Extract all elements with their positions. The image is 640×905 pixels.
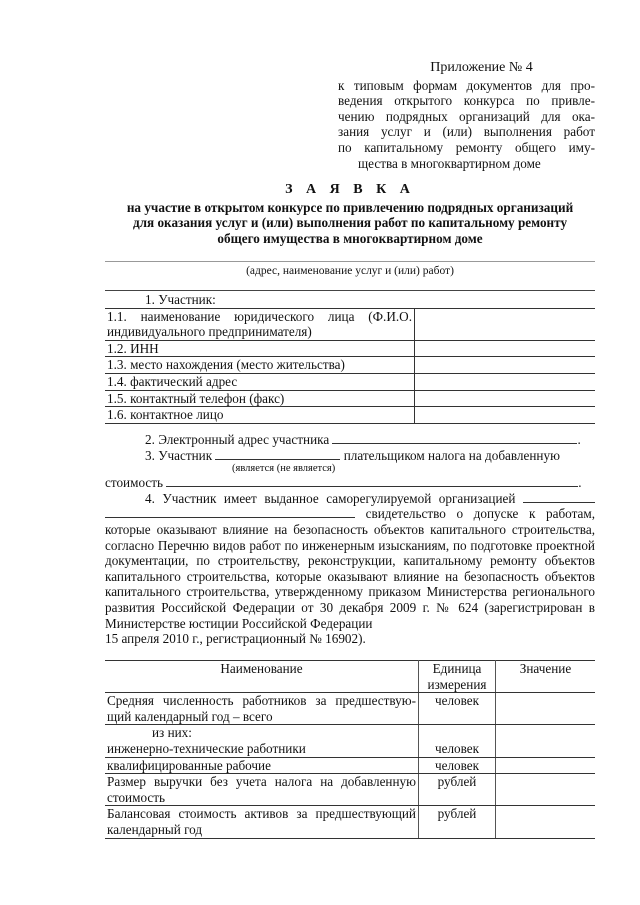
sro-text-3: которые оказывают влияние на безопасность объектов капитального строительства, согласно Перечню видов работ по инженерным изысканиям, по подготовке проектной документации, по строительству, реконструкции, капитальному ремонту объектов капитального строительства, которые оказывают влияние на безопасность объектов капитального строительства, утвержденному приказом Министерства регионального развития Российской Федерации от 30 декабря 2009 г. № 624 (зарегистрирован в Министерстве юстиции Российской Федерации: [105, 521, 595, 631]
body-paragraphs: 2. Электронный адрес участника . 3. Участник плательщиком налога на добавленную (является (не является) стоимость . 4. Участник имеет выданное саморегулируемой организацией свидетельство о допуске к работам, которые оказывают влияние на безопасность объектов капитального строительства, согласно Перечню видов работ по инженерным изысканиям, по подготовке проектной документации, по строительству, реконструкции, капитальному ремонту объектов капитального строительства, которые оказывают влияние на безопасность объектов капитального строительства, утвержденному приказом Министерства регионального развития Российской Федерации от 30 декабря 2009 г. № 624 (зарегистрирован в Министерстве юстиции Российской Федерации 15 апреля 2010 г., регистрационный № 16902).: [105, 432, 596, 647]
value-cell[interactable]: [415, 390, 596, 407]
document-heading: [105, 182, 595, 246]
value-cell[interactable]: [415, 340, 596, 357]
table-row: [105, 725, 595, 757]
address-caption: (адрес, наименование услуг и (или) работ): [246, 265, 454, 277]
appendix-line: ведения открытого конкурса по привле-: [338, 93, 595, 109]
sro-text-4: 15 апреля 2010 г., регистрационный № 16902).: [105, 631, 366, 647]
subtitle-line: для оказания услуг и (или) выполнения работ по капитальному ремонту: [132, 215, 568, 231]
value-cell[interactable]: [415, 308, 596, 340]
value-cell[interactable]: [496, 806, 596, 838]
row-label: 1.4. фактический адрес: [105, 373, 415, 390]
value-cell[interactable]: [415, 357, 596, 374]
email-blank[interactable]: [332, 432, 577, 444]
vat-caption: (является (не является): [232, 463, 336, 475]
value-cell[interactable]: [496, 725, 596, 757]
subtitle-line: на участие в открытом конкурсе по привлечению подрядных организаций: [126, 199, 574, 215]
table-row: [105, 407, 595, 424]
table-row: [105, 308, 595, 340]
appendix-line: зания услуг и (или) выполнения работ: [338, 124, 595, 140]
table-row: [105, 806, 595, 838]
appendix-line: по капитальному ремонту общего иму-: [338, 139, 595, 155]
row-label: 1.2. ИНН: [105, 340, 415, 357]
column-header: Наименование: [105, 661, 419, 693]
table-row: [105, 390, 595, 407]
table-header-row: [105, 661, 595, 693]
appendix-block: [338, 60, 595, 171]
row-label: инженерно-технические работники: [107, 740, 306, 756]
sro-text-2: свидетельство о допуске к работам,: [365, 506, 596, 522]
column-header: Значение: [496, 661, 596, 693]
vat-label: 3. Участник: [145, 447, 213, 463]
row-label: Средняя численность работников за предшествую-щий календарный год – всего: [105, 693, 419, 725]
value-cell[interactable]: [415, 407, 596, 424]
value-cell[interactable]: [496, 757, 596, 774]
value-cell[interactable]: [496, 774, 596, 806]
row-label: 1.6. контактное лицо: [105, 407, 415, 424]
participant-header: 1. Участник:: [105, 292, 595, 308]
table-row: [105, 757, 595, 774]
vat-text: плательщиком налога на добавленную: [343, 447, 560, 463]
row-sublabel: из них:: [152, 725, 192, 741]
table-row: [105, 340, 595, 357]
indicators-table: [105, 660, 595, 839]
table-row: [105, 774, 595, 806]
document-title: З А Я В К А: [285, 182, 415, 197]
row-label: 1.1. наименование юридического лица (Ф.И.О. индивидуального предпринимателя): [105, 308, 415, 340]
unit-cell: человек: [419, 693, 496, 725]
sro-blank-2[interactable]: [105, 506, 355, 518]
value-cell[interactable]: [415, 373, 596, 390]
table-row: [105, 693, 595, 725]
sro-blank[interactable]: [523, 491, 595, 503]
unit-cell: человек: [419, 757, 496, 774]
appendix-line: к типовым формам документов для про-: [338, 77, 595, 93]
vat-paragraph: [105, 448, 595, 464]
table-row: [105, 373, 595, 390]
subtitle-line: общего имущества в многоквартирном доме: [217, 230, 483, 246]
email-label: 2. Электронный адрес участника: [145, 432, 330, 447]
row-label: 1.3. место нахождения (место жительства): [105, 357, 415, 374]
unit-cell: рублей: [419, 774, 496, 806]
appendix-line: чению подрядных организаций для ока-: [338, 108, 595, 124]
value-cell[interactable]: [496, 693, 596, 725]
vat-text-2: стоимость: [105, 475, 163, 491]
appendix-title: Приложение № 4: [430, 60, 533, 75]
appendix-line: щества в многоквартирном доме: [358, 155, 541, 171]
vat-blank[interactable]: [166, 475, 578, 487]
unit-cell: человек: [419, 725, 496, 757]
vat-status-blank[interactable]: [215, 448, 340, 460]
column-header: Единица измерения: [419, 661, 496, 693]
sro-paragraph: [105, 491, 595, 507]
sro-text: 4. Участник имеет выданное саморегулируемой организацией: [145, 490, 516, 506]
table-row: [105, 357, 595, 374]
row-label: квалифицированные рабочие: [105, 757, 419, 774]
row-label: 1.5. контактный телефон (факс): [105, 390, 415, 407]
email-paragraph: 2. Электронный адрес участника .: [145, 432, 581, 447]
row-label: Размер выручки без учета налога на добавленную стоимость: [105, 774, 419, 806]
participant-table: [105, 292, 595, 424]
address-line[interactable]: [105, 261, 595, 262]
unit-cell: рублей: [419, 806, 496, 838]
row-label: Балансовая стоимость активов за предшествующий календарный год: [105, 806, 419, 838]
address-line-2[interactable]: [105, 290, 595, 291]
